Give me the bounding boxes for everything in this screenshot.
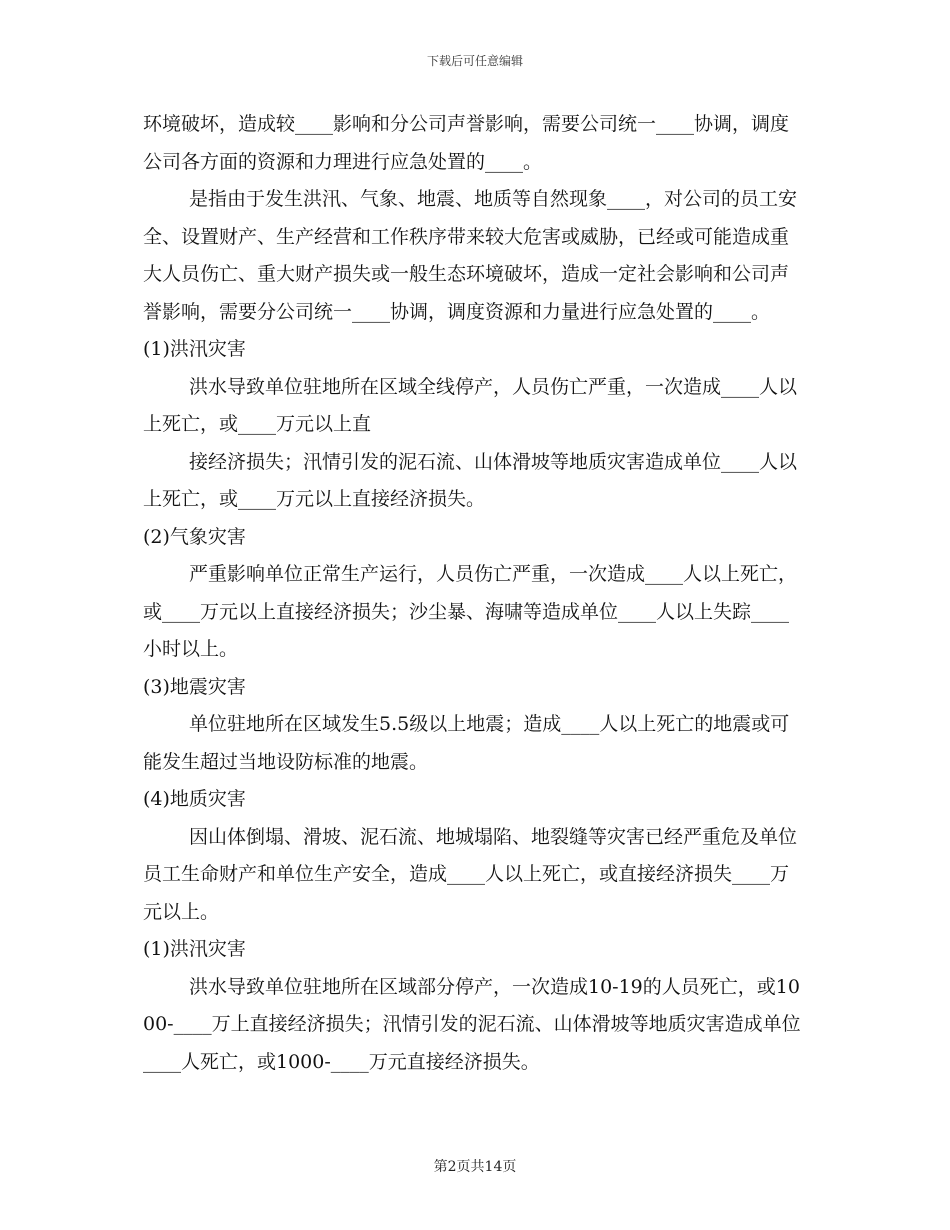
paragraph: 严重影响单位正常生产运行，人员伤亡严重，一次造成____人以上死亡，或____万元以上直接经济损失；沙尘暴、海啸等造成单位____人以上失踪____小时以上。 [143,563,798,660]
section-heading: (1)洪汛灾害 [143,938,246,960]
page-header: 下载后可任意编辑 [426,54,523,68]
section-heading: (2)气象灾害 [143,525,246,548]
page-number: 第2页共14页 [433,1159,517,1175]
section-heading: (3)地震灾害 [143,675,246,698]
paragraph: 是指由于发生洪汛、气象、地震、地质等自然现象____，对公司的员工安全、设置财产、生产经营和工作秩序带来较大危害或威胁，已经或可能造成重大人员伤亡、重大财产损失或一般生态环境破坏，造成一定社会影响和公司声誉影响，需要分公司统一____协调，调度资源和力量进行应急处置的____。 [143,188,798,323]
paragraph: 单位驻地所在区域发生5.5级以上地震；造成____人以上死亡的地震或可能发生超过当地设防标准的地震。 [143,713,790,773]
paragraph: 接经济损失；汛情引发的泥石流、山体滑坡等地质灾害造成单位____人以上死亡，或____万元以上直接经济损失。 [143,450,798,510]
paragraph: 环境破坏，造成较____影响和分公司声誉影响，需要公司统一____协调，调度公司各方面的资源和力理进行应急处置的____。 [143,113,790,173]
paragraph: 洪水导致单位驻地所在区域全线停产，人员伤亡严重，一次造成____人以上死亡，或____万元以上直 [143,375,798,435]
section-heading: (4)地质灾害 [143,788,246,810]
paragraph: 因山体倒塌、滑坡、泥石流、地城塌陷、地裂缝等灾害已经严重危及单位员工生命财产和单位生产安全，造成____人以上死亡，或直接经济损失____万元以上。 [143,825,798,923]
section-heading: (1)洪汛灾害 [143,338,246,360]
paragraph: 洪水导致单位驻地所在区域部分停产，一次造成10-19的人员死亡，或1000-____万上直接经济损失；汛情引发的泥石流、山体滑坡等地质灾害造成单位____人死亡，或1000-____万元直接经济损失。 [143,975,801,1073]
document-body [143,106,803,1081]
